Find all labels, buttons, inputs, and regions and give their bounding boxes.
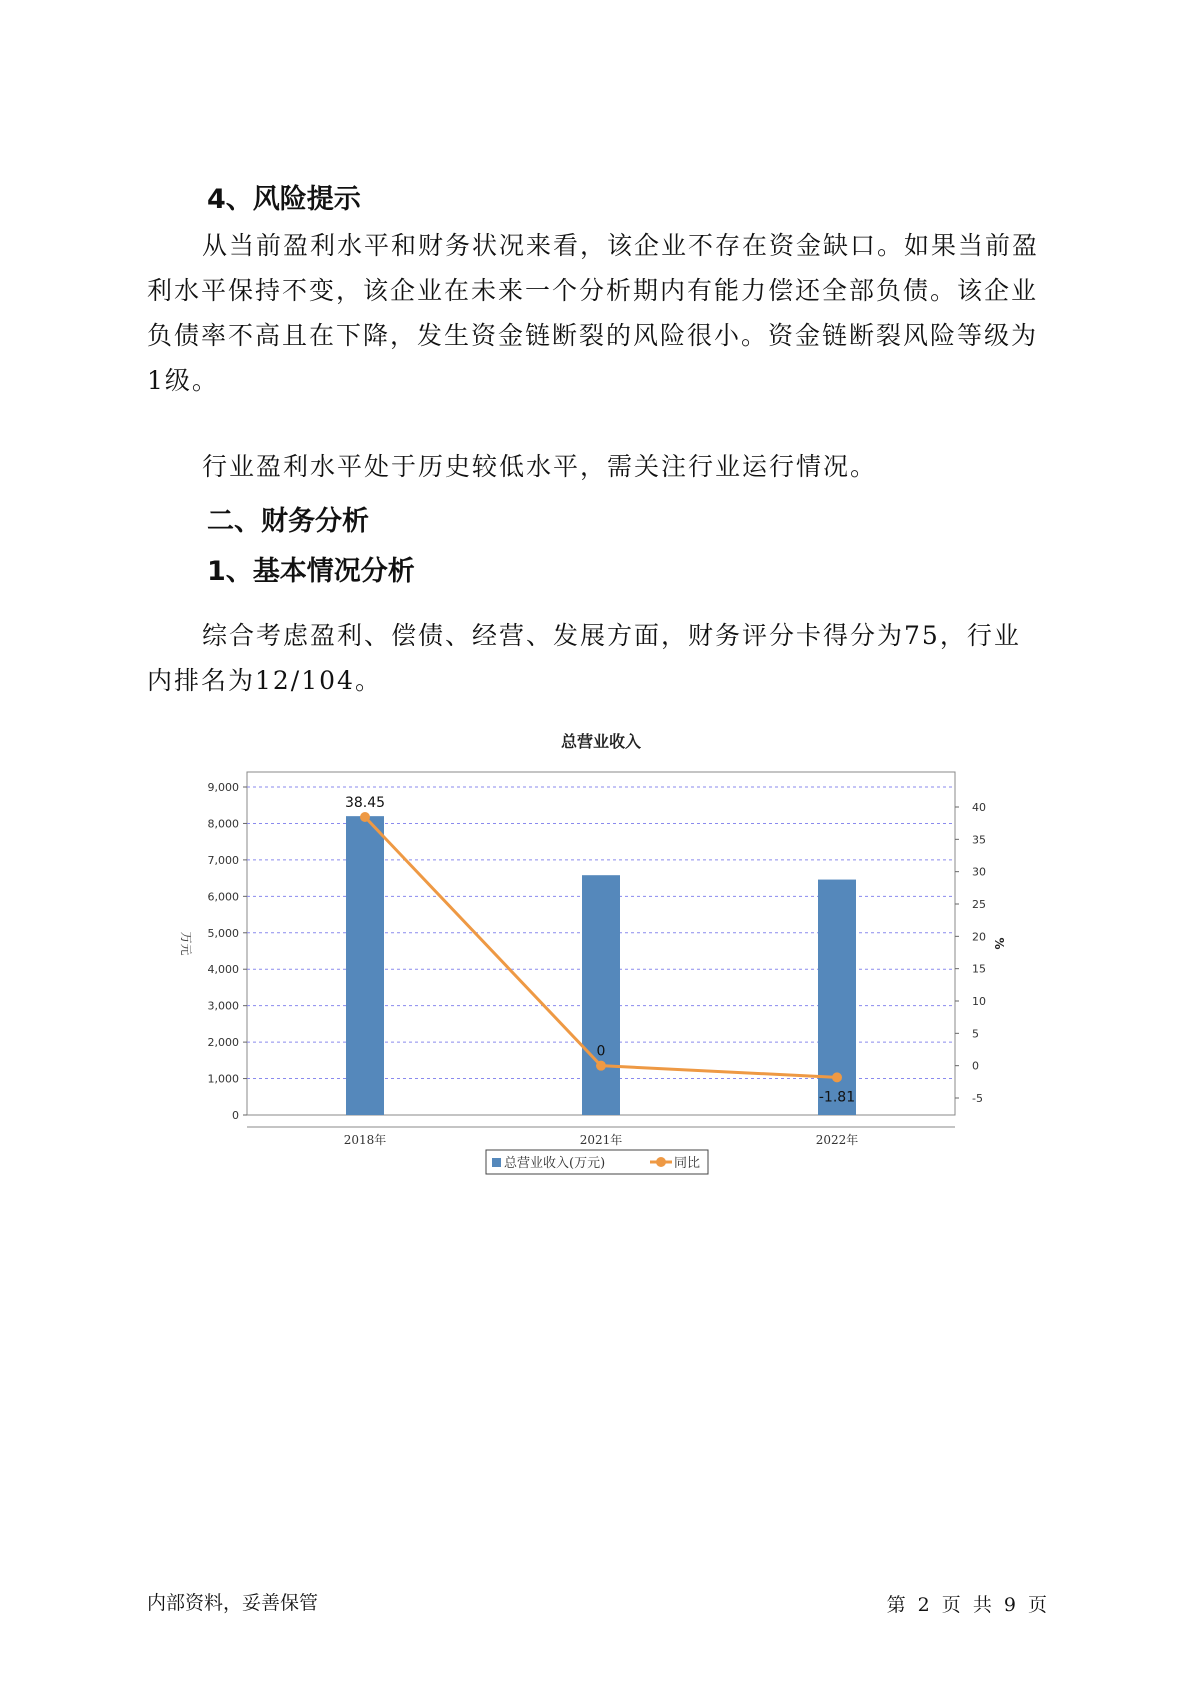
- section-title-finance: 二、财务分析: [207, 506, 369, 537]
- data-label: -1.81: [818, 1089, 856, 1106]
- chart-svg: [170, 725, 1020, 1185]
- y-tick-label: 9,000: [207, 781, 239, 794]
- y2-tick-label: 0: [972, 1059, 979, 1073]
- line-point: [360, 812, 370, 822]
- y-tick-label: 2,000: [207, 1036, 239, 1050]
- risk-paragraph-2: 行业盈利水平处于历史较低水平，需关注行业运行情况。: [202, 452, 878, 481]
- bar: [582, 875, 620, 1115]
- y-tick-label: 5,000: [207, 926, 239, 940]
- x-tick-label: 2022年: [815, 1133, 859, 1147]
- y2-tick-label: 30: [972, 865, 986, 879]
- data-label: 0: [596, 1043, 606, 1060]
- y-tick-label: 6,000: [207, 890, 239, 904]
- y2-tick-label: 10: [972, 995, 986, 1008]
- y-tick-label: 0: [232, 1109, 239, 1122]
- line-point: [596, 1061, 606, 1071]
- legend-label-bar: 总营业收入(万元): [504, 1156, 606, 1171]
- y-tick-label: 1,000: [207, 1072, 239, 1086]
- y2-tick-label: -5: [972, 1092, 983, 1105]
- legend-label-line: 同比: [674, 1156, 701, 1171]
- x-tick-label: 2018年: [343, 1133, 387, 1147]
- x-tick-label: 2021年: [579, 1133, 623, 1147]
- line-point: [832, 1072, 842, 1082]
- y-tick-label: 3,000: [207, 999, 239, 1013]
- y2-tick-label: 5: [972, 1027, 979, 1041]
- y2-tick-label: 20: [972, 930, 986, 944]
- legend-swatch-bar: [492, 1158, 501, 1167]
- y2-tick-label: 35: [972, 833, 986, 847]
- finance-paragraph: 综合考虑盈利、偿债、经营、发展方面，财务评分卡得分为75，行业内排名为12/104。: [147, 621, 1021, 695]
- y-tick-label: 8,000: [207, 817, 239, 831]
- bar: [346, 816, 384, 1115]
- y-tick-label: 7,000: [207, 853, 239, 867]
- y2-tick-label: 25: [972, 898, 986, 911]
- y2-tick-label: 40: [972, 801, 986, 814]
- section-title-risk: 4、风险提示: [207, 184, 361, 215]
- y-tick-label: 4,000: [207, 963, 239, 977]
- y2-axis-title: %: [992, 937, 1006, 950]
- y2-tick-label: 15: [972, 962, 986, 976]
- risk-paragraph-1: 从当前盈利水平和财务状况来看，该企业不存在资金缺口。如果当前盈利水平保持不变，该企业在未来一个分析期内有能力偿还全部负债。该企业负债率不高且在下降，发生资金链断裂的风险很小。资金链断裂风险等级为1级。: [147, 231, 1040, 395]
- footer-page-number: 第 2 页 共 9 页: [886, 1594, 1047, 1616]
- legend-swatch-point: [656, 1157, 666, 1167]
- subsection-title-basic: 1、基本情况分析: [207, 556, 415, 587]
- y-axis-title: 万元: [179, 931, 193, 956]
- data-label: 38.45: [344, 795, 386, 812]
- footer-confidential: 内部资料，妥善保管: [147, 1592, 319, 1614]
- chart-title: 总营业收入: [560, 732, 642, 751]
- revenue-chart: [170, 725, 1020, 1185]
